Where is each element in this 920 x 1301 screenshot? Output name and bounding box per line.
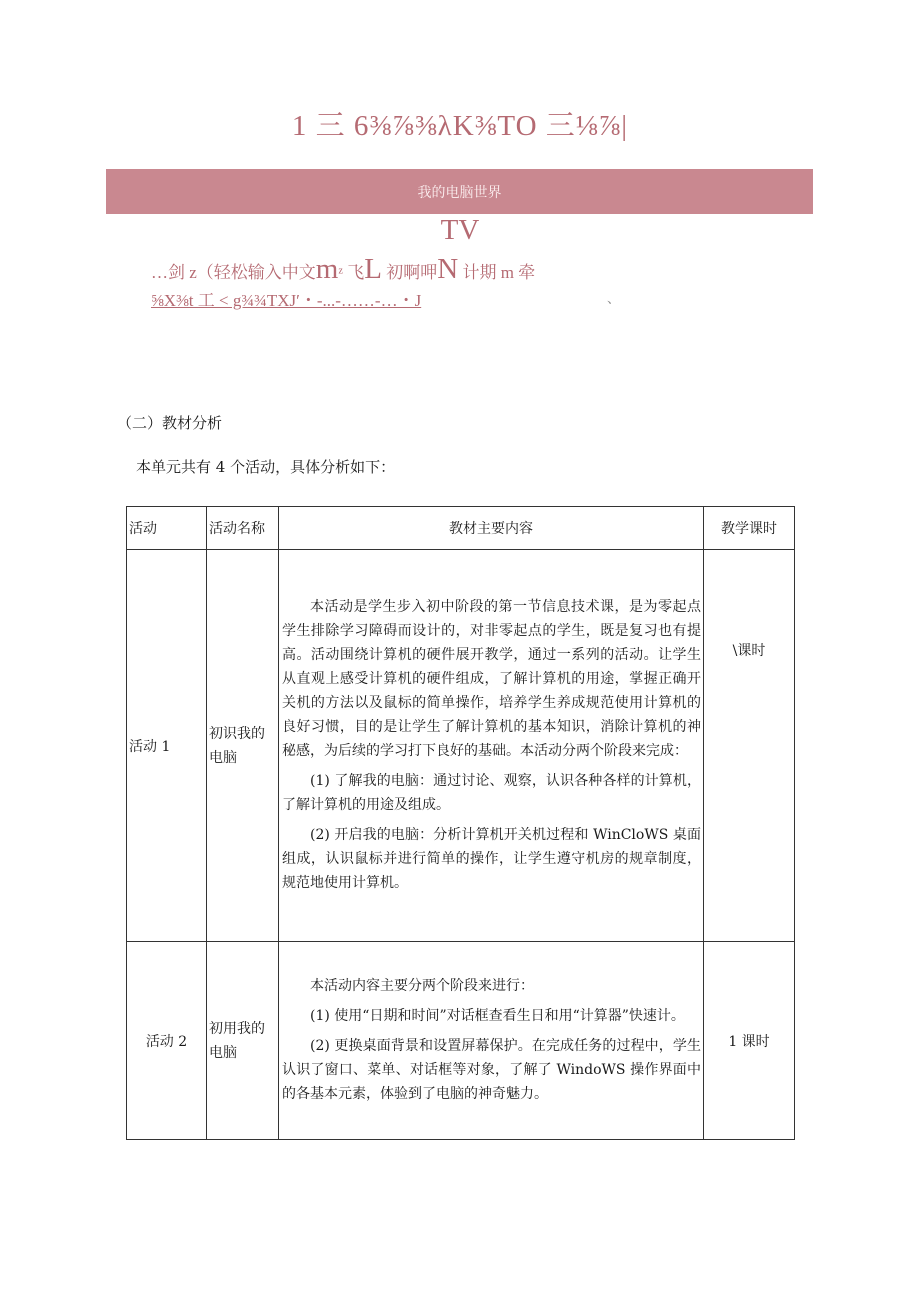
header-hours: 教学课时 xyxy=(704,507,795,550)
garbled-tv: TV xyxy=(440,214,480,246)
activity-name-cell: 初识我的电脑 xyxy=(207,550,279,942)
table-header-row xyxy=(127,507,795,550)
hours-cell: \课时 xyxy=(704,550,795,942)
garbled-fragment: …剑 ᴢ（轻松输入中文 xyxy=(151,263,316,282)
content-cell xyxy=(279,550,704,942)
content-paragraph: (1) 使用“日期和时间”对话框查看生日和用“计算器”快速计。 xyxy=(310,1007,685,1024)
garbled-fragment: 计期 m 牵 xyxy=(458,263,536,282)
stray-mark: 、 xyxy=(607,292,621,307)
banner-text: 我的电脑世界 xyxy=(417,184,502,201)
garbled-fragment: ᶻ 飞 xyxy=(338,263,365,282)
section-heading: （二）教材分析 xyxy=(117,414,223,432)
content-paragraph: 本活动内容主要分两个阶段来进行： xyxy=(310,977,534,994)
garbled-fragment: m xyxy=(315,253,339,285)
header-main-content: 教材主要内容 xyxy=(279,507,704,550)
garbled-fragment: N xyxy=(437,253,459,285)
unit-banner xyxy=(106,169,813,214)
content-paragraph: 本活动是学生步入初中阶段的第一节信息技术课，是为零起点学生排除学习障碍而设计的，对非零起点的学生，既是复习也有提高。活动围绕计算机的硬件展开教学，通过一系列的活动。让学生从直观上感受计算机的硬件组成，了解计算机的用途，掌握正确开关机的方法以及鼠标的简单操作，培养学生养成规范使用计算机的良好习惯，目的是让学生了解计算机的基本知识，消除计算机的神秘感，为后续的学习打下良好的基础。本活动分两个阶段来完成： xyxy=(282,598,701,759)
table-row xyxy=(127,942,795,1140)
garbled-line-2: ⅝X⅜t 工 < g¾¾TXJ′・-...‐……‐…・J xyxy=(151,291,422,310)
activity-name-cell: 初用我的电脑 xyxy=(207,942,279,1140)
content-paragraph: (2) 开启我的电脑：分析计算机开关机过程和 WinCloWS 桌面组成，认识鼠标并进行简单的操作，让学生遵守机房的规章制度，规范地使用计算机。 xyxy=(282,826,701,891)
activity-cell: 活动 2 xyxy=(127,942,207,1140)
garbled-fragment: L xyxy=(364,253,382,285)
content-paragraph: (2) 更换桌面背景和设置屏幕保护。在完成任务的过程中，学生认识了窗口、菜单、对话框等对象，了解了 WindoWS 操作界面中的各基本元素，体验到了电脑的神奇魅力。 xyxy=(282,1037,701,1102)
garbled-fragment: 初啊呷 xyxy=(382,263,438,282)
intro-paragraph: 本单元共有 4 个活动，具体分析如下： xyxy=(136,458,396,476)
content-cell xyxy=(279,942,704,1140)
activity-cell: 活动 1 xyxy=(127,550,207,942)
garbled-line-1 xyxy=(151,253,535,286)
header-activity-name: 活动名称 xyxy=(207,507,279,550)
analysis-table xyxy=(126,506,795,1140)
garbled-title: 1 三 6⅜⅞⅜λK⅜TO 三⅛⅞| xyxy=(291,110,629,142)
table-row xyxy=(127,550,795,942)
header-activity: 活动 xyxy=(127,507,207,550)
content-paragraph: (1) 了解我的电脑：通过讨论、观察，认识各种各样的计算机，了解计算机的用途及组成。 xyxy=(282,772,701,813)
hours-cell: 1 课时 xyxy=(704,942,795,1140)
